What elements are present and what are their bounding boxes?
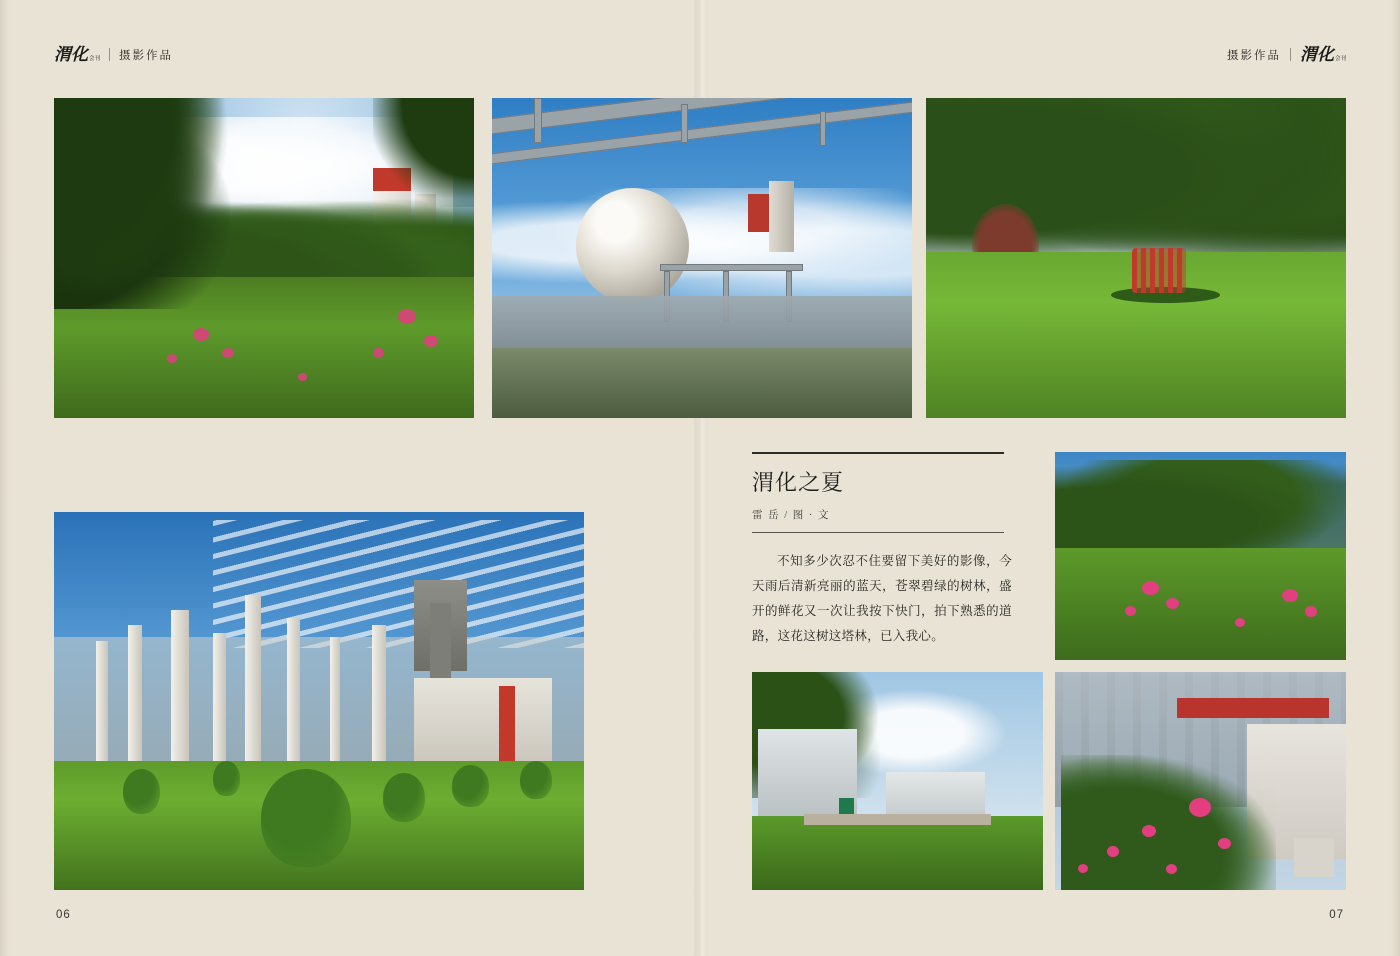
section-label-left: 摄影作品 — [119, 49, 174, 62]
page-edge-right — [1391, 0, 1400, 956]
page-number-left: 06 — [56, 909, 71, 921]
section-label-right: 摄影作品 — [1226, 49, 1281, 62]
photo-garden-flowers-image — [54, 98, 474, 418]
head-divider-left — [109, 48, 110, 61]
brand-logo-left — [54, 46, 100, 63]
brand-logo-right — [1300, 46, 1346, 63]
photo-lawn-sculpture-image — [926, 98, 1346, 418]
article-block — [752, 452, 1012, 649]
head-divider-right — [1290, 48, 1291, 61]
photo-roses-lawn-image — [1055, 452, 1346, 660]
article-body: 不知多少次忍不住要留下美好的影像，今天雨后清新亮丽的蓝天，苍翠碧绿的树林，盛开的鲜花又一次让我按下快门，拍下熟悉的道路，这花这树这塔林，已入我心。 — [752, 554, 1012, 643]
photo-refinery-lawn — [54, 512, 584, 890]
photo-buildings-path — [752, 672, 1043, 890]
article-byline: 雷 岳 / 图 · 文 — [752, 510, 831, 521]
running-head-left — [54, 46, 173, 63]
page-edge-left — [0, 0, 9, 956]
photo-lawn-sculpture — [926, 98, 1346, 418]
page-number-right: 07 — [1329, 909, 1344, 921]
brand-logo-left-text: 渭化 — [54, 45, 88, 64]
article-rule-top — [752, 452, 1004, 454]
brand-logo-right-text: 渭化 — [1299, 45, 1334, 64]
photo-spherical-tank — [492, 98, 912, 418]
photo-roses-plant — [1055, 672, 1346, 890]
article-title: 渭化之夏 — [752, 470, 845, 495]
photo-garden-flowers — [54, 98, 474, 418]
photo-spherical-tank-image — [492, 98, 912, 418]
photo-refinery-lawn-image — [54, 512, 584, 890]
brand-logo-right-sub1: 会刊 — [1334, 56, 1346, 62]
photo-buildings-path-image — [752, 672, 1043, 890]
photo-roses-lawn — [1055, 452, 1346, 660]
brand-logo-left-sub1: 会刊 — [89, 56, 101, 62]
photo-roses-plant-image — [1055, 672, 1346, 890]
running-head-right — [1227, 46, 1346, 63]
article-rule-bottom — [752, 532, 1004, 533]
